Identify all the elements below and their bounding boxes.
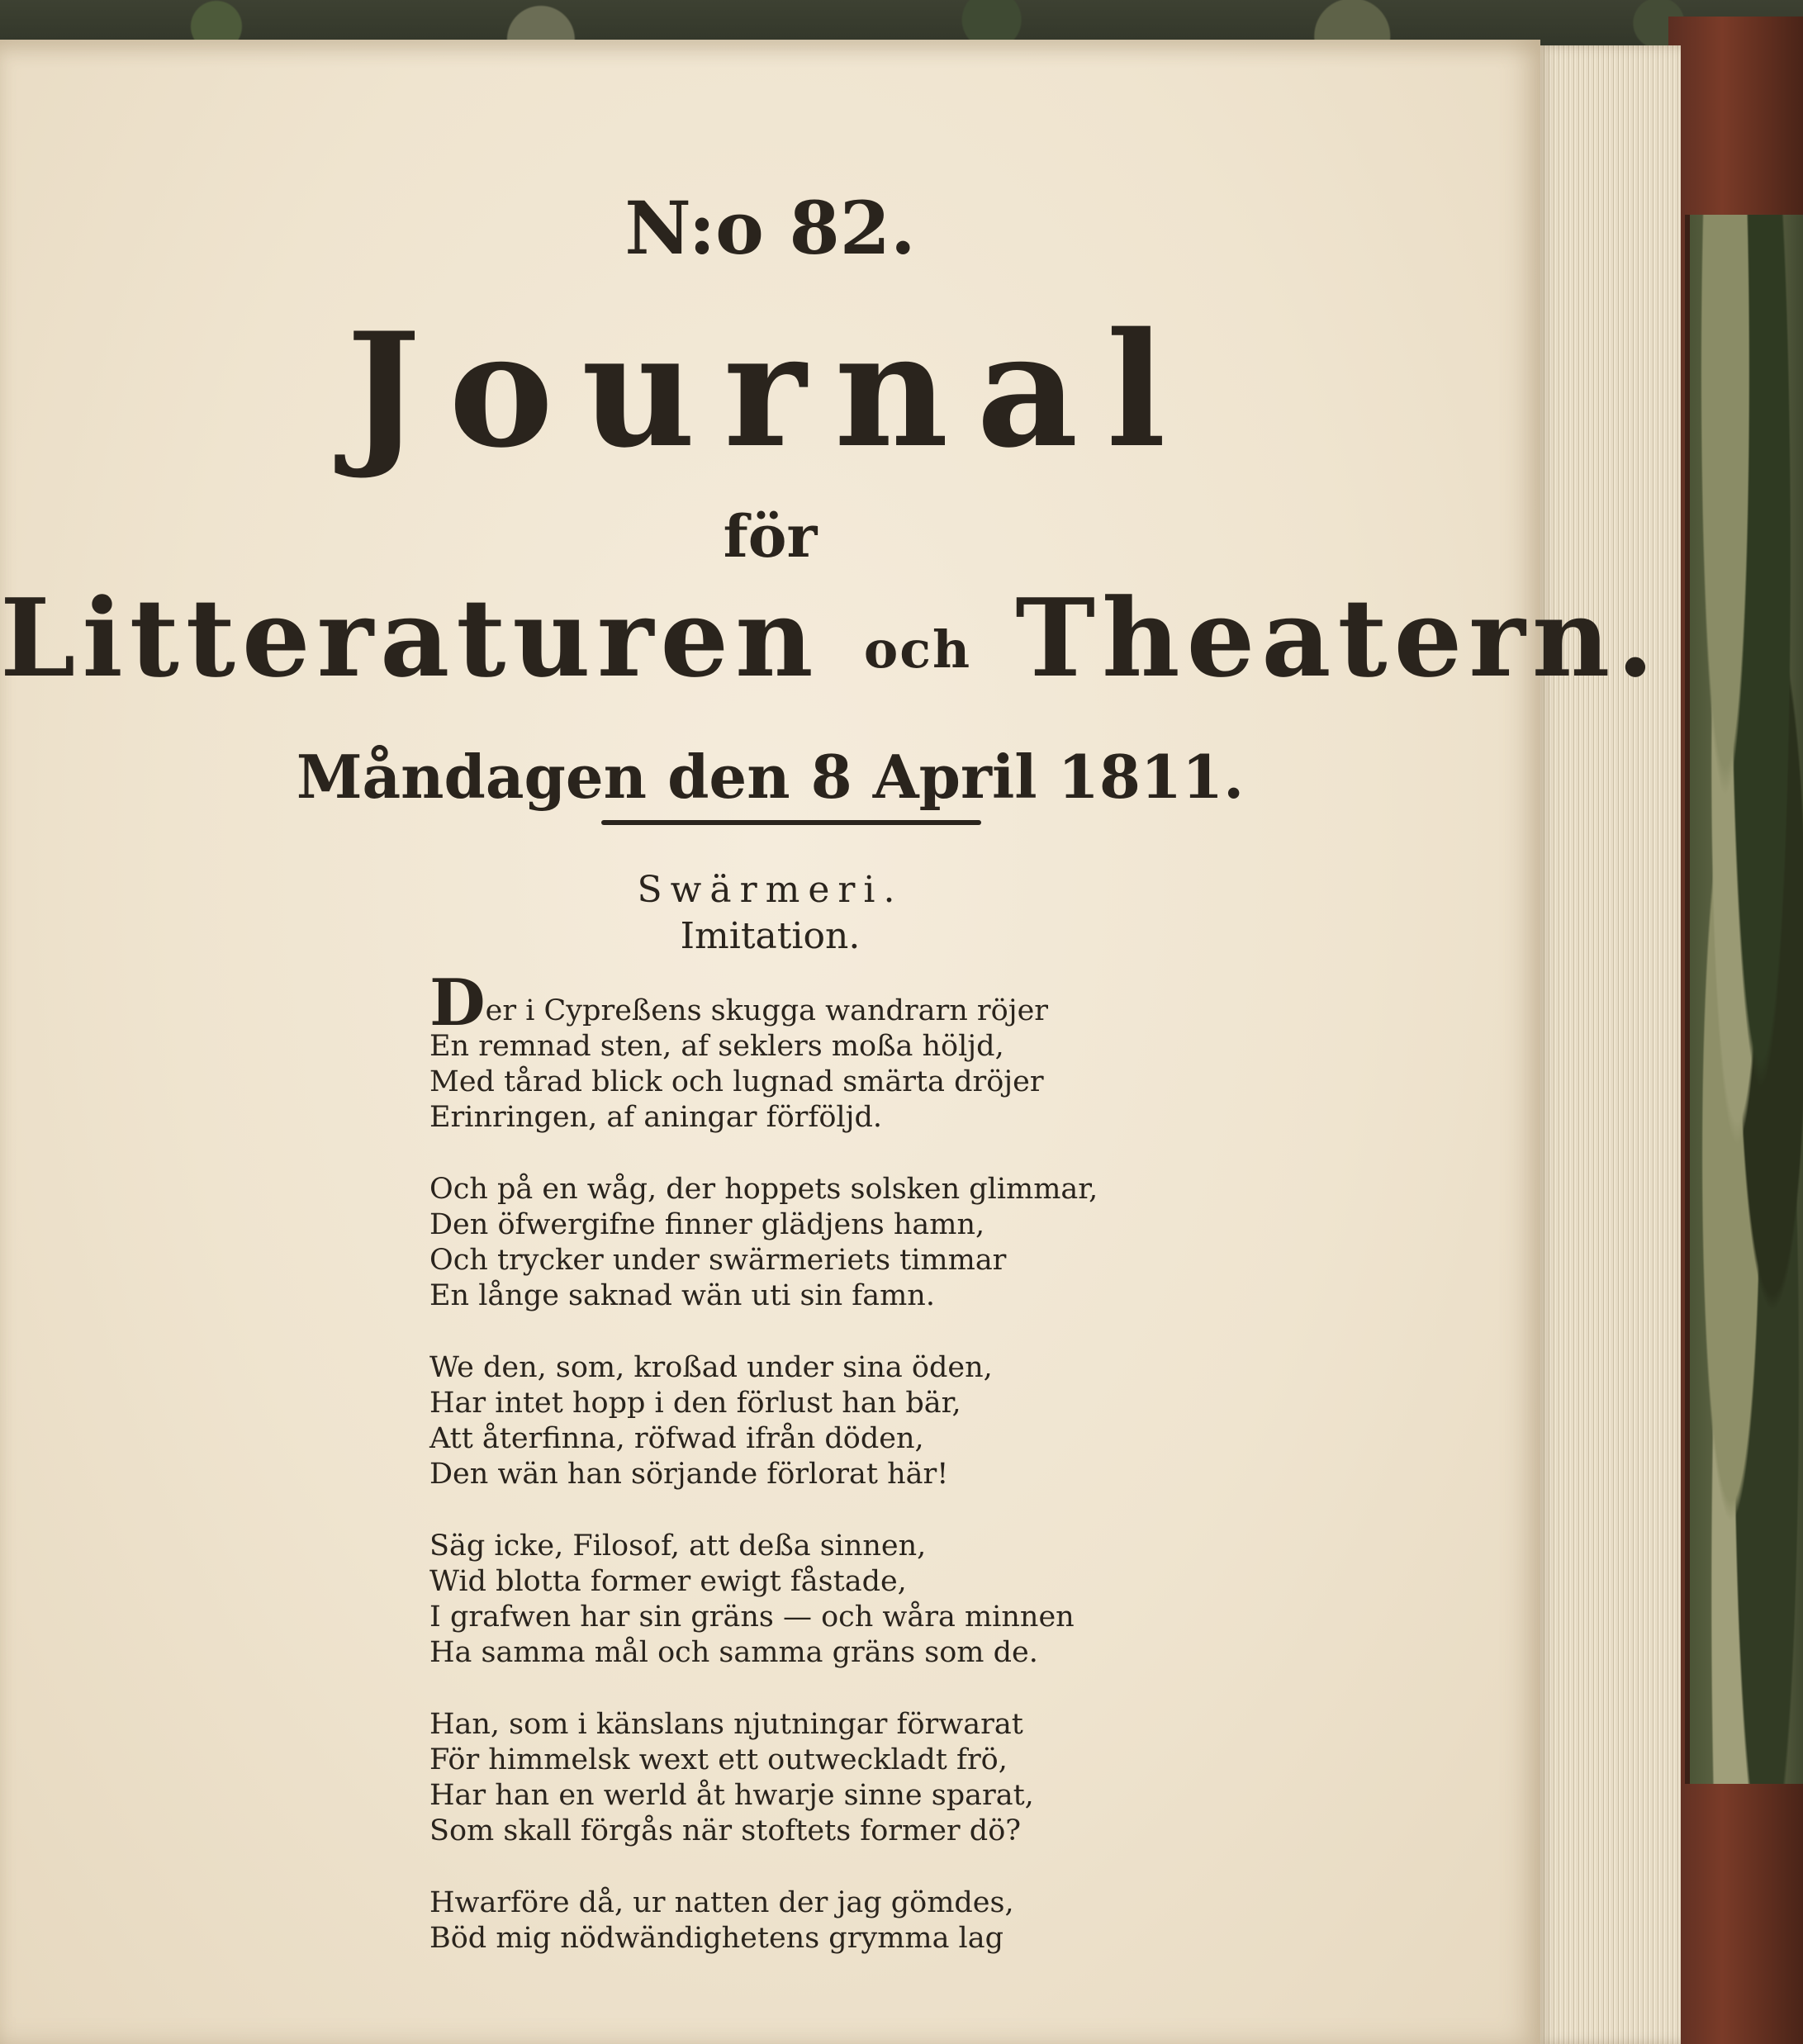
page-edges [1536, 45, 1681, 2044]
issue-date: Måndagen den 8 April 1811. [296, 742, 1245, 812]
verse-line: Hwarföre då, ur natten der jag gömdes, [429, 1886, 1014, 1919]
subtitle-theatre: Theatern. [1015, 575, 1661, 701]
verse-line: Den wän han sörjande förlorat här! [429, 1458, 949, 1491]
subtitle-literature: Litteraturen [0, 575, 820, 701]
marbled-cover-board [1685, 215, 1803, 1784]
verse-line: Den öfwergifne finner glädjens hamn, [429, 1208, 985, 1241]
verse-line: Har han en werld åt hwarje sinne sparat, [429, 1779, 1034, 1812]
verse-line: En remnad sten, af seklers moßa höljd, [429, 1030, 1004, 1063]
journal-title: Journal [346, 298, 1194, 482]
verse-line: Som skall förgås när stoftets former dö? [429, 1814, 1022, 1847]
drop-cap: D [429, 965, 486, 1041]
verse-line: Att återfinna, röfwad ifrån döden, [429, 1422, 924, 1455]
stanza-6 [429, 1885, 1536, 1956]
verse-line: Och trycker under swärmeriets timmar [429, 1244, 1007, 1277]
stanza-3 [429, 1350, 1536, 1492]
poem-title: Swärmeri. [637, 869, 904, 911]
stanza-1 [429, 965, 1536, 1136]
verse-line: Erinringen, af aningar förföljd. [429, 1101, 882, 1134]
subtitle-och: och [863, 619, 972, 680]
stanza-4 [429, 1529, 1536, 1671]
verse-line: Böd mig nödwändighetens grymma lag [429, 1922, 1004, 1955]
verse-line: Med tårad blick och lugnad smärta dröjer [429, 1065, 1044, 1098]
verse-line: I grafwen har sin gräns — och wåra minnen [429, 1601, 1075, 1634]
verse-line: Säg icke, Filosof, att deßa sinnen, [429, 1529, 927, 1563]
issue-number: N:o 82. [624, 185, 916, 271]
verse-line: Och på en wåg, der hoppets solsken glimmar, [429, 1173, 1098, 1206]
verse-line: Han, som i känslans njutningar förwarat [429, 1708, 1023, 1741]
title-connector: för [723, 502, 818, 571]
verse-line: We den, som, kroßad under sina öden, [429, 1351, 993, 1384]
journal-subtitle [0, 575, 1661, 701]
verse-line [429, 965, 1536, 1041]
verse-line: Wid blotta former ewigt fåstade, [429, 1565, 907, 1598]
verse-line: Ha samma mål och samma gräns som de. [429, 1636, 1038, 1669]
verse-line: Har intet hopp i den förlust han bär, [429, 1387, 961, 1420]
stanza-5 [429, 1707, 1536, 1849]
poem-body [429, 965, 1536, 1993]
stanza-2 [429, 1172, 1536, 1314]
book-page [0, 40, 1661, 2044]
verse-line: För himmelsk wext ett outweckladt frö, [429, 1743, 1008, 1776]
title-divider [601, 820, 981, 825]
poem-subtitle: Imitation. [680, 915, 861, 957]
first-line-text: er i Cypreßens skugga wandrarn röjer [485, 994, 1049, 1027]
verse-line: En långe saknad wän uti sin famn. [429, 1279, 935, 1312]
